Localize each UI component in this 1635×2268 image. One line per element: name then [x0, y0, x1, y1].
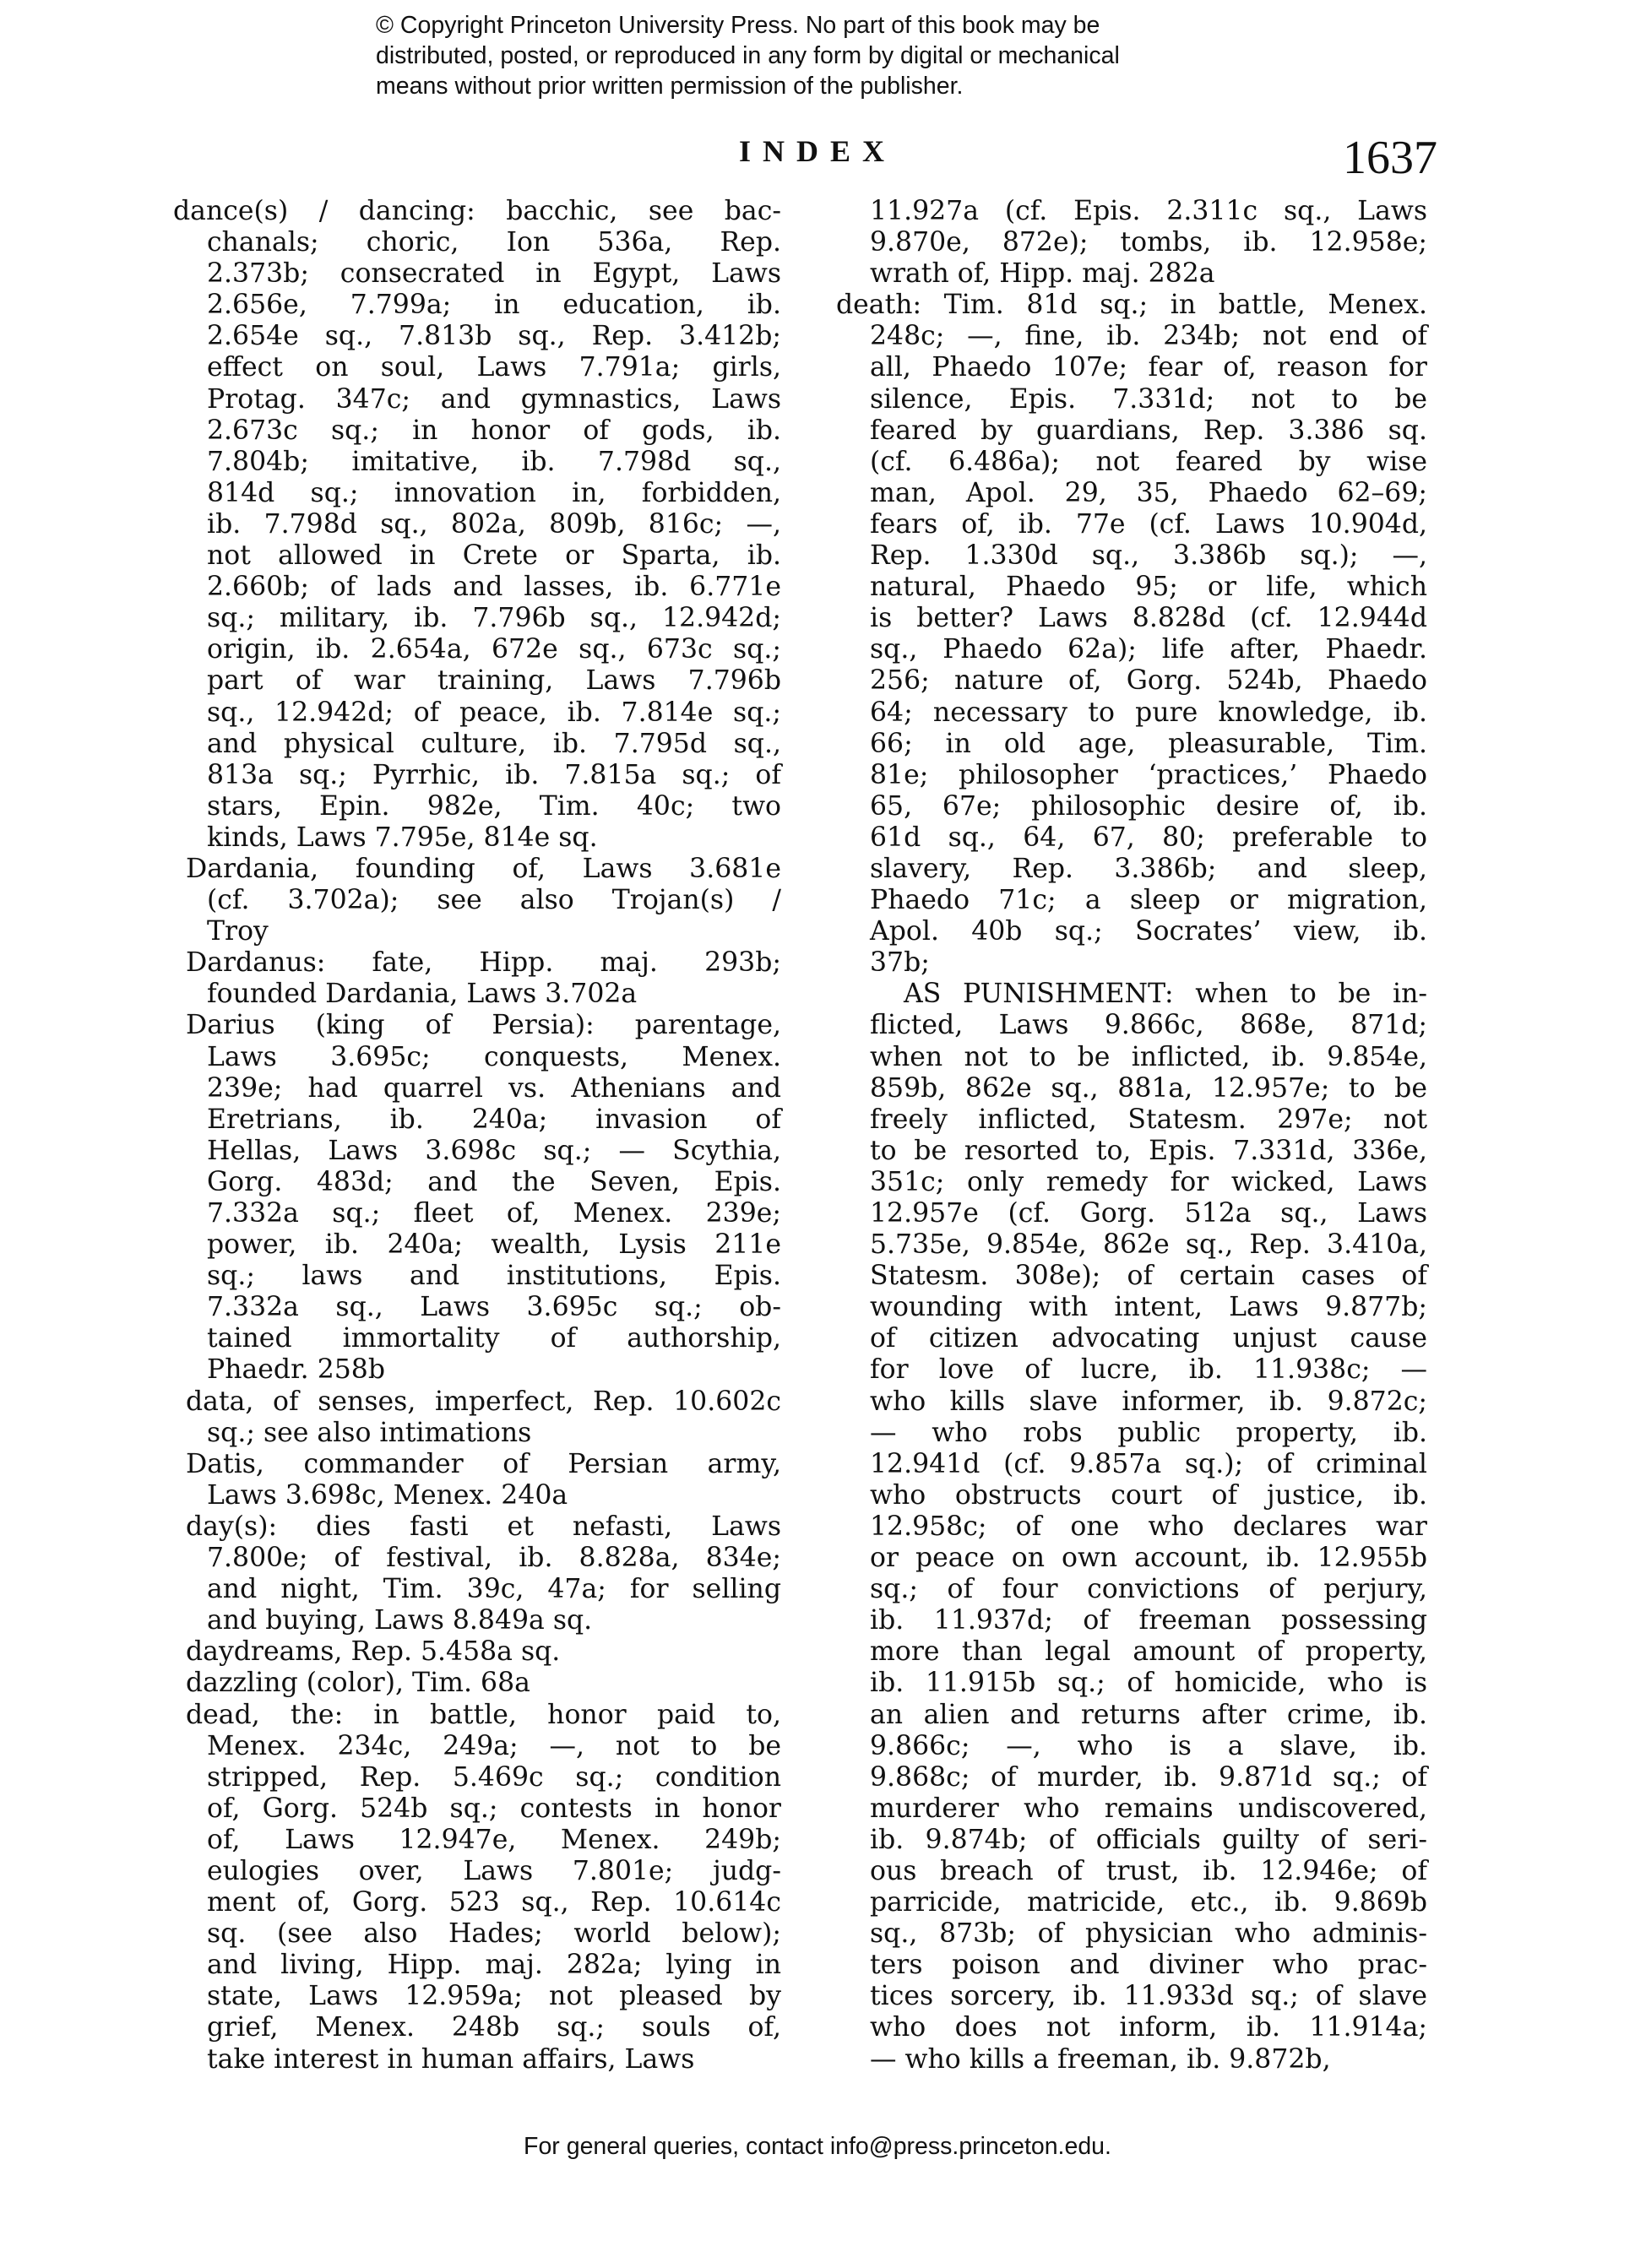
index-line: 65, 67e; philosophic desire of, ib.	[870, 790, 1427, 822]
index-line: 64; necessary to pure knowledge, ib.	[870, 697, 1427, 728]
index-line: Rep. 1.330d sq., 3.386b sq.); —,	[870, 540, 1427, 572]
index-line: 239e; had quarrel vs. Athenians and	[207, 1072, 781, 1104]
index-line: 5.735e, 9.854e, 862e sq., Rep. 3.410a,	[870, 1229, 1427, 1261]
index-line: Eretrians, ib. 240a; invasion of	[207, 1104, 781, 1135]
index-line: sq., Phaedo 62a); life after, Phaedr.	[870, 634, 1427, 665]
index-line: 813a sq.; Pyrrhic, ib. 7.815a sq.; of	[207, 759, 781, 790]
index-line: AS PUNISHMENT: when to be in-	[904, 979, 1427, 1010]
index-line: 9.870e, 872e); tombs, ib. 12.958e;	[870, 227, 1427, 258]
index-line: — who robs public property, ib.	[870, 1417, 1427, 1448]
index-line: data, of senses, imperfect, Rep. 10.602c	[186, 1386, 781, 1417]
index-line: effect on soul, Laws 7.791a; girls,	[207, 352, 781, 383]
index-line: and night, Tim. 39c, 47a; for selling	[207, 1574, 781, 1605]
index-line: 814d sq.; innovation in, forbidden,	[207, 477, 781, 508]
index-line: to be resorted to, Epis. 7.331d, 336e,	[870, 1135, 1427, 1166]
index-line: tices sorcery, ib. 11.933d sq.; of slave	[870, 1981, 1427, 2012]
index-line: grief, Menex. 248b sq.; souls of,	[207, 2012, 781, 2043]
index-line: 248c; —, fine, ib. 234b; not end of	[870, 321, 1427, 352]
index-line: ous breach of trust, ib. 12.946e; of	[870, 1855, 1427, 1886]
index-line: 7.800e; of festival, ib. 8.828a, 834e;	[207, 1543, 781, 1574]
index-line: dead, the: in battle, honor paid to,	[186, 1699, 781, 1730]
index-line: of, Laws 12.947e, Menex. 249b;	[207, 1824, 781, 1855]
index-line: who does not inform, ib. 11.914a;	[870, 2012, 1427, 2043]
index-line: feared by guardians, Rep. 3.386 sq.	[870, 415, 1427, 446]
page-number: 1637	[1343, 132, 1437, 184]
index-line: man, Apol. 29, 35, Phaedo 62–69;	[870, 477, 1427, 508]
index-line: origin, ib. 2.654a, 672e sq., 673c sq.;	[207, 634, 781, 665]
index-line: natural, Phaedo 95; or life, which	[870, 572, 1427, 603]
index-line: 11.927a (cf. Epis. 2.311c sq., Laws	[870, 196, 1427, 226]
index-line: Statesm. 308e); of certain cases of	[870, 1261, 1427, 1292]
index-line: 61d sq., 64, 67, 80; preferable to	[870, 822, 1427, 853]
index-line: 7.332a sq.; fleet of, Menex. 239e;	[207, 1198, 781, 1229]
running-head: INDEX	[738, 134, 896, 168]
index-line: tained immortality of authorship,	[207, 1323, 781, 1354]
index-line: Dardania, founding of, Laws 3.681e	[186, 853, 781, 884]
index-line: and physical culture, ib. 7.795d sq.,	[207, 728, 781, 759]
copyright-line: means without prior written permission of the publisher.	[376, 73, 964, 100]
index-line: death: Tim. 81d sq.; in battle, Menex.	[836, 290, 1427, 321]
index-line: an alien and returns after crime, ib.	[870, 1699, 1427, 1730]
index-line: sq.; military, ib. 7.796b sq., 12.942d;	[207, 603, 781, 634]
index-line: 9.866c; —, who is a slave, ib.	[870, 1730, 1427, 1761]
index-line: sq.; of four convictions of perjury,	[870, 1574, 1427, 1605]
index-line: Laws 3.695c; conquests, Menex.	[207, 1041, 781, 1072]
index-line: sq.; see also intimations	[207, 1417, 532, 1448]
index-line: of, Gorg. 524b sq.; contests in honor	[207, 1793, 781, 1824]
index-line: 12.941d (cf. 9.857a sq.); of criminal	[870, 1448, 1427, 1479]
index-line: part of war training, Laws 7.796b	[207, 665, 781, 697]
index-line: ib. 11.915b sq.; of homicide, who is	[870, 1668, 1427, 1699]
copyright-line: distributed, posted, or reproduced in any form by digital or mechanical	[376, 42, 1120, 69]
index-line: is better? Laws 8.828d (cf. 12.944d	[870, 603, 1427, 634]
index-line: 2.654e sq., 7.813b sq., Rep. 3.412b;	[207, 321, 781, 352]
index-line: 9.868c; of murder, ib. 9.871d sq.; of	[870, 1761, 1427, 1793]
index-line: state, Laws 12.959a; not pleased by	[207, 1981, 781, 2012]
index-line: Phaedo 71c; a sleep or migration,	[870, 885, 1427, 916]
index-line: not allowed in Crete or Sparta, ib.	[207, 540, 781, 572]
copyright-line: © Copyright Princeton University Press. No part of this book may be	[376, 12, 1100, 39]
copyright-notice	[376, 10, 1305, 101]
index-line: day(s): dies fasti et nefasti, Laws	[186, 1511, 781, 1542]
index-line: of citizen advocating unjust cause	[870, 1323, 1427, 1354]
index-line: 2.656e, 7.799a; in education, ib.	[207, 290, 781, 321]
index-line: 351c; only remedy for wicked, Laws	[870, 1166, 1427, 1197]
index-line: 66; in old age, pleasurable, Tim.	[870, 728, 1427, 759]
index-line: founded Dardania, Laws 3.702a	[207, 979, 638, 1010]
index-line: Gorg. 483d; and the Seven, Epis.	[207, 1166, 781, 1197]
index-column-left	[173, 196, 781, 2075]
index-line: all, Phaedo 107e; fear of, reason for	[870, 352, 1427, 383]
index-line: more than legal amount of property,	[870, 1636, 1427, 1668]
index-line: Laws 3.698c, Menex. 240a	[207, 1479, 568, 1511]
index-line: and buying, Laws 8.849a sq.	[207, 1605, 593, 1636]
index-line: parricide, matricide, etc., ib. 9.869b	[870, 1887, 1427, 1918]
index-line: when not to be inflicted, ib. 9.854e,	[870, 1041, 1427, 1072]
index-line: stars, Epin. 982e, Tim. 40c; two	[207, 790, 781, 822]
index-line: silence, Epis. 7.331d; not to be	[870, 383, 1427, 415]
index-line: Phaedr. 258b	[207, 1354, 385, 1386]
index-line: take interest in human affairs, Laws	[207, 2043, 695, 2075]
index-line: who obstructs court of justice, ib.	[870, 1479, 1427, 1511]
index-line: 7.332a sq., Laws 3.695c sq.; ob-	[207, 1292, 781, 1323]
index-line: Hellas, Laws 3.698c sq.; — Scythia,	[207, 1135, 781, 1166]
index-line: sq.; laws and institutions, Epis.	[207, 1261, 781, 1292]
index-line: ters poison and diviner who prac-	[870, 1950, 1427, 1981]
index-line: stripped, Rep. 5.469c sq.; condition	[207, 1761, 781, 1793]
index-line: and living, Hipp. maj. 282a; lying in	[207, 1950, 781, 1981]
index-line: daydreams, Rep. 5.458a sq.	[186, 1636, 561, 1668]
index-line: (cf. 3.702a); see also Trojan(s) /	[207, 885, 781, 916]
index-line: sq., 12.942d; of peace, ib. 7.814e sq.;	[207, 697, 781, 728]
index-line: 81e; philosopher ‘practices,’ Phaedo	[870, 759, 1427, 790]
index-line: 859b, 862e sq., 881a, 12.957e; to be	[870, 1072, 1427, 1104]
footer-contact: For general queries, contact info@press.princeton.edu.	[524, 2133, 1111, 2160]
index-line: who kills slave informer, ib. 9.872c;	[870, 1386, 1427, 1417]
index-line: ib. 7.798d sq., 802a, 809b, 816c; —,	[207, 508, 781, 540]
index-line: sq. (see also Hades; world below);	[207, 1918, 781, 1950]
index-line: Protag. 347c; and gymnastics, Laws	[207, 383, 781, 415]
index-line: wounding with intent, Laws 9.877b;	[870, 1292, 1427, 1323]
index-line: or peace on own account, ib. 12.955b	[870, 1543, 1427, 1574]
index-line: 2.660b; of lads and lasses, ib. 6.771e	[207, 572, 781, 603]
index-line: freely inflicted, Statesm. 297e; not	[870, 1104, 1427, 1135]
index-line: flicted, Laws 9.866c, 868e, 871d;	[870, 1010, 1427, 1041]
index-line: murderer who remains undiscovered,	[870, 1793, 1427, 1824]
index-line: for love of lucre, ib. 11.938c; —	[870, 1354, 1427, 1386]
index-line: wrath of, Hipp. maj. 282a	[870, 258, 1215, 290]
index-line: (cf. 6.486a); not feared by wise	[870, 446, 1427, 477]
index-line: Menex. 234c, 249a; —, not to be	[207, 1730, 781, 1761]
index-line: 2.673c sq.; in honor of gods, ib.	[207, 415, 781, 446]
index-line: ib. 9.874b; of officials guilty of seri-	[870, 1824, 1427, 1855]
index-line: slavery, Rep. 3.386b; and sleep,	[870, 853, 1427, 884]
index-line: dance(s) / dancing: bacchic, see bac-	[173, 196, 781, 226]
index-line: 12.958c; of one who declares war	[870, 1511, 1427, 1542]
index-line: Apol. 40b sq.; Socrates’ view, ib.	[870, 916, 1427, 947]
index-line: ment of, Gorg. 523 sq., Rep. 10.614c	[207, 1887, 781, 1918]
index-line: Troy	[207, 916, 269, 947]
index-line: 7.804b; imitative, ib. 7.798d sq.,	[207, 446, 781, 477]
index-line: 37b;	[870, 947, 930, 979]
index-line: kinds, Laws 7.795e, 814e sq.	[207, 822, 598, 853]
index-line: eulogies over, Laws 7.801e; judg-	[207, 1855, 781, 1886]
index-line: 2.373b; consecrated in Egypt, Laws	[207, 258, 781, 290]
index-line: 256; nature of, Gorg. 524b, Phaedo	[870, 665, 1427, 697]
index-line: Dardanus: fate, Hipp. maj. 293b;	[186, 947, 781, 979]
index-column-right	[836, 196, 1427, 2075]
index-line: power, ib. 240a; wealth, Lysis 211e	[207, 1229, 781, 1261]
index-line: ib. 11.937d; of freeman possessing	[870, 1605, 1427, 1636]
index-line: Darius (king of Persia): parentage,	[186, 1010, 781, 1041]
index-line: — who kills a freeman, ib. 9.872b,	[870, 2043, 1331, 2075]
index-line: Datis, commander of Persian army,	[186, 1448, 781, 1479]
index-line: fears of, ib. 77e (cf. Laws 10.904d,	[870, 508, 1427, 540]
index-line: 12.957e (cf. Gorg. 512a sq., Laws	[870, 1198, 1427, 1229]
index-line: dazzling (color), Tim. 68a	[186, 1668, 530, 1699]
index-line: sq., 873b; of physician who adminis-	[870, 1918, 1427, 1950]
index-line: chanals; choric, Ion 536a, Rep.	[207, 227, 781, 258]
